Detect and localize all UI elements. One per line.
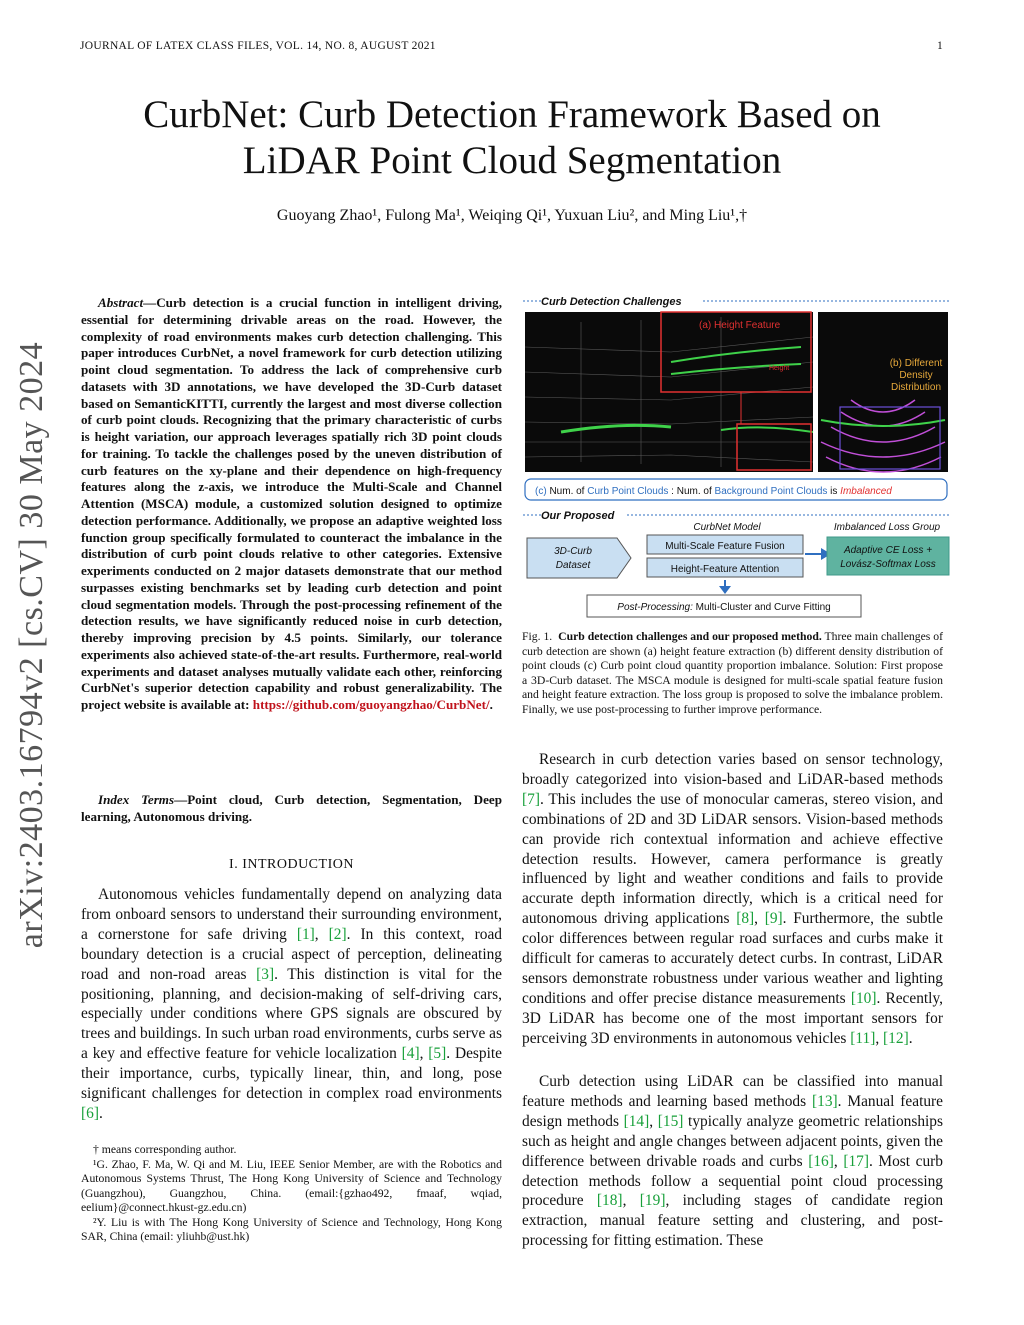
loss-label-1: Adaptive CE Loss + [843, 545, 933, 556]
dataset-shape [527, 538, 631, 578]
title-line-1: CurbNet: Curb Detection Framework Based on [143, 93, 881, 136]
footnote-affiliation-2: ²Y. Liu is with The Hong Kong University of Science and Technology, Hong Kong SAR, China (email: yliuhb@ust.hk) [81, 1215, 502, 1243]
text: . [98, 1104, 103, 1122]
text: . Manual feature design methods [522, 1092, 943, 1130]
text: , [622, 1192, 640, 1210]
loss-label-2: Lovász-Softmax Loss [840, 559, 936, 570]
figure-1-graphic [521, 292, 951, 622]
text: . Furthermore, the subtle color differences between regular road surfaces and curbs make it difficult for cameras to accurately detect curbs. In contrast, LiDAR sensors demonstrate robustness under various weather and lighting conditions and offer precise distance measurements [522, 910, 943, 1007]
density-label-1: (b) Different [889, 358, 943, 369]
hfa-label: Height-Feature Attention [670, 564, 780, 575]
text: , [754, 910, 765, 928]
text: . Recently, 3D LiDAR has become one of the most important sensors for perceiving 3D environments in autonomous vehicles [522, 989, 943, 1047]
text: . Despite their importance, curbs, typically linear, thin, and long, pose significant challenges for detection in complex road environments [81, 1045, 502, 1103]
abstract-end: . [489, 697, 493, 712]
text: , [419, 1045, 429, 1063]
text: . Most curb detection methods follow a sequential point cloud processing procedure [522, 1152, 943, 1210]
citation-link[interactable]: [15] [657, 1112, 684, 1130]
citation-link[interactable]: [7] [522, 790, 540, 808]
text: typically analyze geometric relationships such as height and angle changes between adjacent points, given the difference between drivable roads and curbs [522, 1112, 943, 1170]
citation-link[interactable]: [5] [428, 1045, 447, 1063]
citation-link[interactable]: [14] [623, 1112, 650, 1130]
citation-link[interactable]: [16] [808, 1152, 834, 1170]
citation-link[interactable]: [4] [401, 1045, 420, 1063]
citation-link[interactable]: [13] [812, 1092, 838, 1110]
citation-link[interactable]: [6] [81, 1104, 99, 1122]
proposed-label: Our Proposed [541, 510, 615, 522]
citation-link[interactable]: [2] [328, 925, 347, 943]
citation-link[interactable]: [17] [843, 1152, 869, 1170]
text: , [833, 1152, 844, 1170]
loss-group-label: Imbalanced Loss Group [833, 522, 941, 533]
text: . [908, 1029, 913, 1047]
intro-paragraph [81, 885, 502, 1124]
abstract [81, 295, 502, 714]
figure-caption [522, 630, 943, 718]
text: . This distinction is vital for the positioning, planning, and decision-making of self-driving cars, especially under conditions where GPS signals are obscured by trees and buildings. In such urban road environments, curbs serve as a key and effective feature for vehicle localization [81, 965, 502, 1063]
citation-link[interactable]: [10] [850, 989, 877, 1007]
challenges-label: Curb Detection Challenges [541, 296, 682, 308]
text: Autonomous vehicles fundamentally depend on analyzing data from onboard sensors to understand their surrounding environment, a cornerstone for safe driving [81, 886, 502, 943]
title-line-2: LiDAR Point Cloud Segmentation [242, 139, 782, 182]
citation-link[interactable]: [3] [256, 965, 275, 983]
citation-link[interactable]: [18] [596, 1192, 623, 1210]
footnote-corresponding: † means corresponding author. [93, 1143, 237, 1156]
text: Research in curb detection varies based on sensor technology, broadly categorized into vision-based and LiDAR-based methods [522, 751, 943, 788]
arxiv-stamp [2, 341, 62, 949]
msff-label: Multi-Scale Feature Fusion [665, 541, 785, 552]
citation-link[interactable]: [11] [850, 1029, 876, 1047]
density-label-3: Distribution [890, 382, 942, 393]
caption-text: Three main challenges of curb detection are shown (a) height feature extraction (b) different density distribution of point clouds (c) Curb point cloud quantity proportion imbalance. Solution: First propose a 3D-Curb dataset. The MSCA module is designed for multi-scale spatial feature fusion and height feature extraction. The loss group is proposed to solve the imbalance problem. Finally, we use post-processing to further improve performance. [522, 630, 944, 716]
arxiv-id: arXiv:2403.16794v2 [cs.CV] 30 May 2024 [13, 341, 50, 949]
text: , [314, 925, 329, 943]
index-terms-lead: Index Terms [98, 792, 175, 807]
paper-title [60, 92, 964, 184]
citation-link[interactable]: [12] [883, 1029, 909, 1047]
caption-bold: Curb detection challenges and our proposed method. [558, 630, 822, 643]
right-paragraph-1 [522, 750, 943, 1049]
dataset-label-2: Dataset [555, 560, 591, 571]
height-label: Height [769, 365, 790, 372]
text: . This includes the use of monocular cameras, stereo vision, and combinations of 2D and 3D LiDAR sensors. Vision-based methods can provide rich contextual information and achieve effective detection results. However, camera performance is greatly influenced by light and weather conditions and fails to provide accurate depth information directly, which is a critical need for autonomous driving applications [522, 790, 943, 928]
curbnet-model-label: CurbNet Model [693, 522, 761, 533]
text: , [649, 1112, 658, 1130]
abstract-text: —Curb detection is a crucial function in intelligent driving, essential for determining drivable areas on the road. However, the complexity of road environments makes curb detection challenging. This paper introduces CurbNet, a novel framework for curb detection utilizing point cloud segmentation. To address the lack of comprehensive curb datasets with 3D annotations, we have developed the 3D-Curb dataset based on SemanticKITTI, currently the largest and most diverse collection of curb point clouds. Recognizing that the primary characteristic of curbs is height variation, our approach leverages spatially rich 3D point clouds for training. To tackle the challenges posed by the uneven distribution of curb features on the xy-plane and their dependence on high-frequency features along the z-axis, we introduce the Multi-Scale and Channel Attention (MSCA) module, a customized solution designed to optimize detection performance. Additionally, we propose an adaptive weighted loss function group specifically formulated to counteract the imbalance in the distribution of curb point clouds relative to other categories. Extensive experiments conducted on 2 major datasets demonstrate that our method surpasses existing benchmarks set by leading curb detection and point cloud segmentation models. Through the post-processing refinement of the detection results, we have significantly reduced noise in curb detection, thereby improving precision by 4.5 points. Similarly, our tolerance experiments also achieved state-of-the-art results. Furthermore, real-world experiments and dataset analyses mutually validate each other, reinforcing CurbNet's superior detection capability and robust generalizability. The project website is available at: [81, 295, 502, 712]
density-label-2: Density [899, 370, 933, 381]
index-terms-text: —Point cloud, Curb detection, Segmentation, Deep learning, Autonomous driving. [81, 792, 502, 824]
citation-link[interactable]: [8] [736, 910, 755, 928]
arrow-head [719, 586, 731, 594]
imbalance-text: (c) Num. of Curb Point Clouds : Num. of Background Point Clouds is Imbalanced [535, 486, 892, 497]
figure-1 [521, 292, 951, 622]
caption-lead: Fig. 1. [522, 630, 553, 643]
footnotes [81, 1143, 502, 1245]
citation-link[interactable]: [1] [296, 925, 315, 943]
author-list: Guoyang Zhao¹, Fulong Ma¹, Weiqing Qi¹, Yuxuan Liu², and Ming Liu¹,† [276, 207, 748, 224]
project-link[interactable]: https://github.com/guoyangzhao/CurbNet/ [252, 697, 490, 712]
right-paragraph-2 [522, 1072, 943, 1251]
text: Curb detection using LiDAR can be classified into manual feature methods and learning based methods [522, 1073, 943, 1110]
running-header: JOURNAL OF LATEX CLASS FILES, VOL. 14, NO. 8, AUGUST 2021 [80, 40, 436, 52]
citation-link[interactable]: [9] [764, 910, 783, 928]
text: , [875, 1029, 884, 1047]
height-feature-label: (a) Height Feature [699, 320, 781, 331]
index-terms [81, 792, 502, 826]
footnote-affiliation-1: ¹G. Zhao, F. Ma, W. Qi and M. Liu, IEEE Senior Member, are with the Robotics and Autonomous Systems Thrust, The Hong Kong University of Science and Technology (Guangzhou), Guangzhou, China. (email:{gzhao492, fmaaf, wqiad, eelium}@connect.hkust-gz.edu.cn) [81, 1157, 502, 1214]
section-heading: I. INTRODUCTION [229, 857, 354, 872]
abstract-lead: Abstract [98, 295, 144, 310]
text: , including stages of candidate region extraction, manual feature setting and clustering, and post-processing for fitting estimation. These [522, 1192, 944, 1250]
dataset-label-1: 3D-Curb [554, 546, 592, 557]
postproc-text: Post-Processing: Multi-Cluster and Curve Fitting [617, 602, 831, 613]
citation-link[interactable]: [19] [639, 1192, 666, 1210]
page-number: 1 [937, 40, 943, 52]
text: . In this context, road boundary detection is a crucial aspect of perception, delineating road and non-road areas [81, 925, 503, 983]
